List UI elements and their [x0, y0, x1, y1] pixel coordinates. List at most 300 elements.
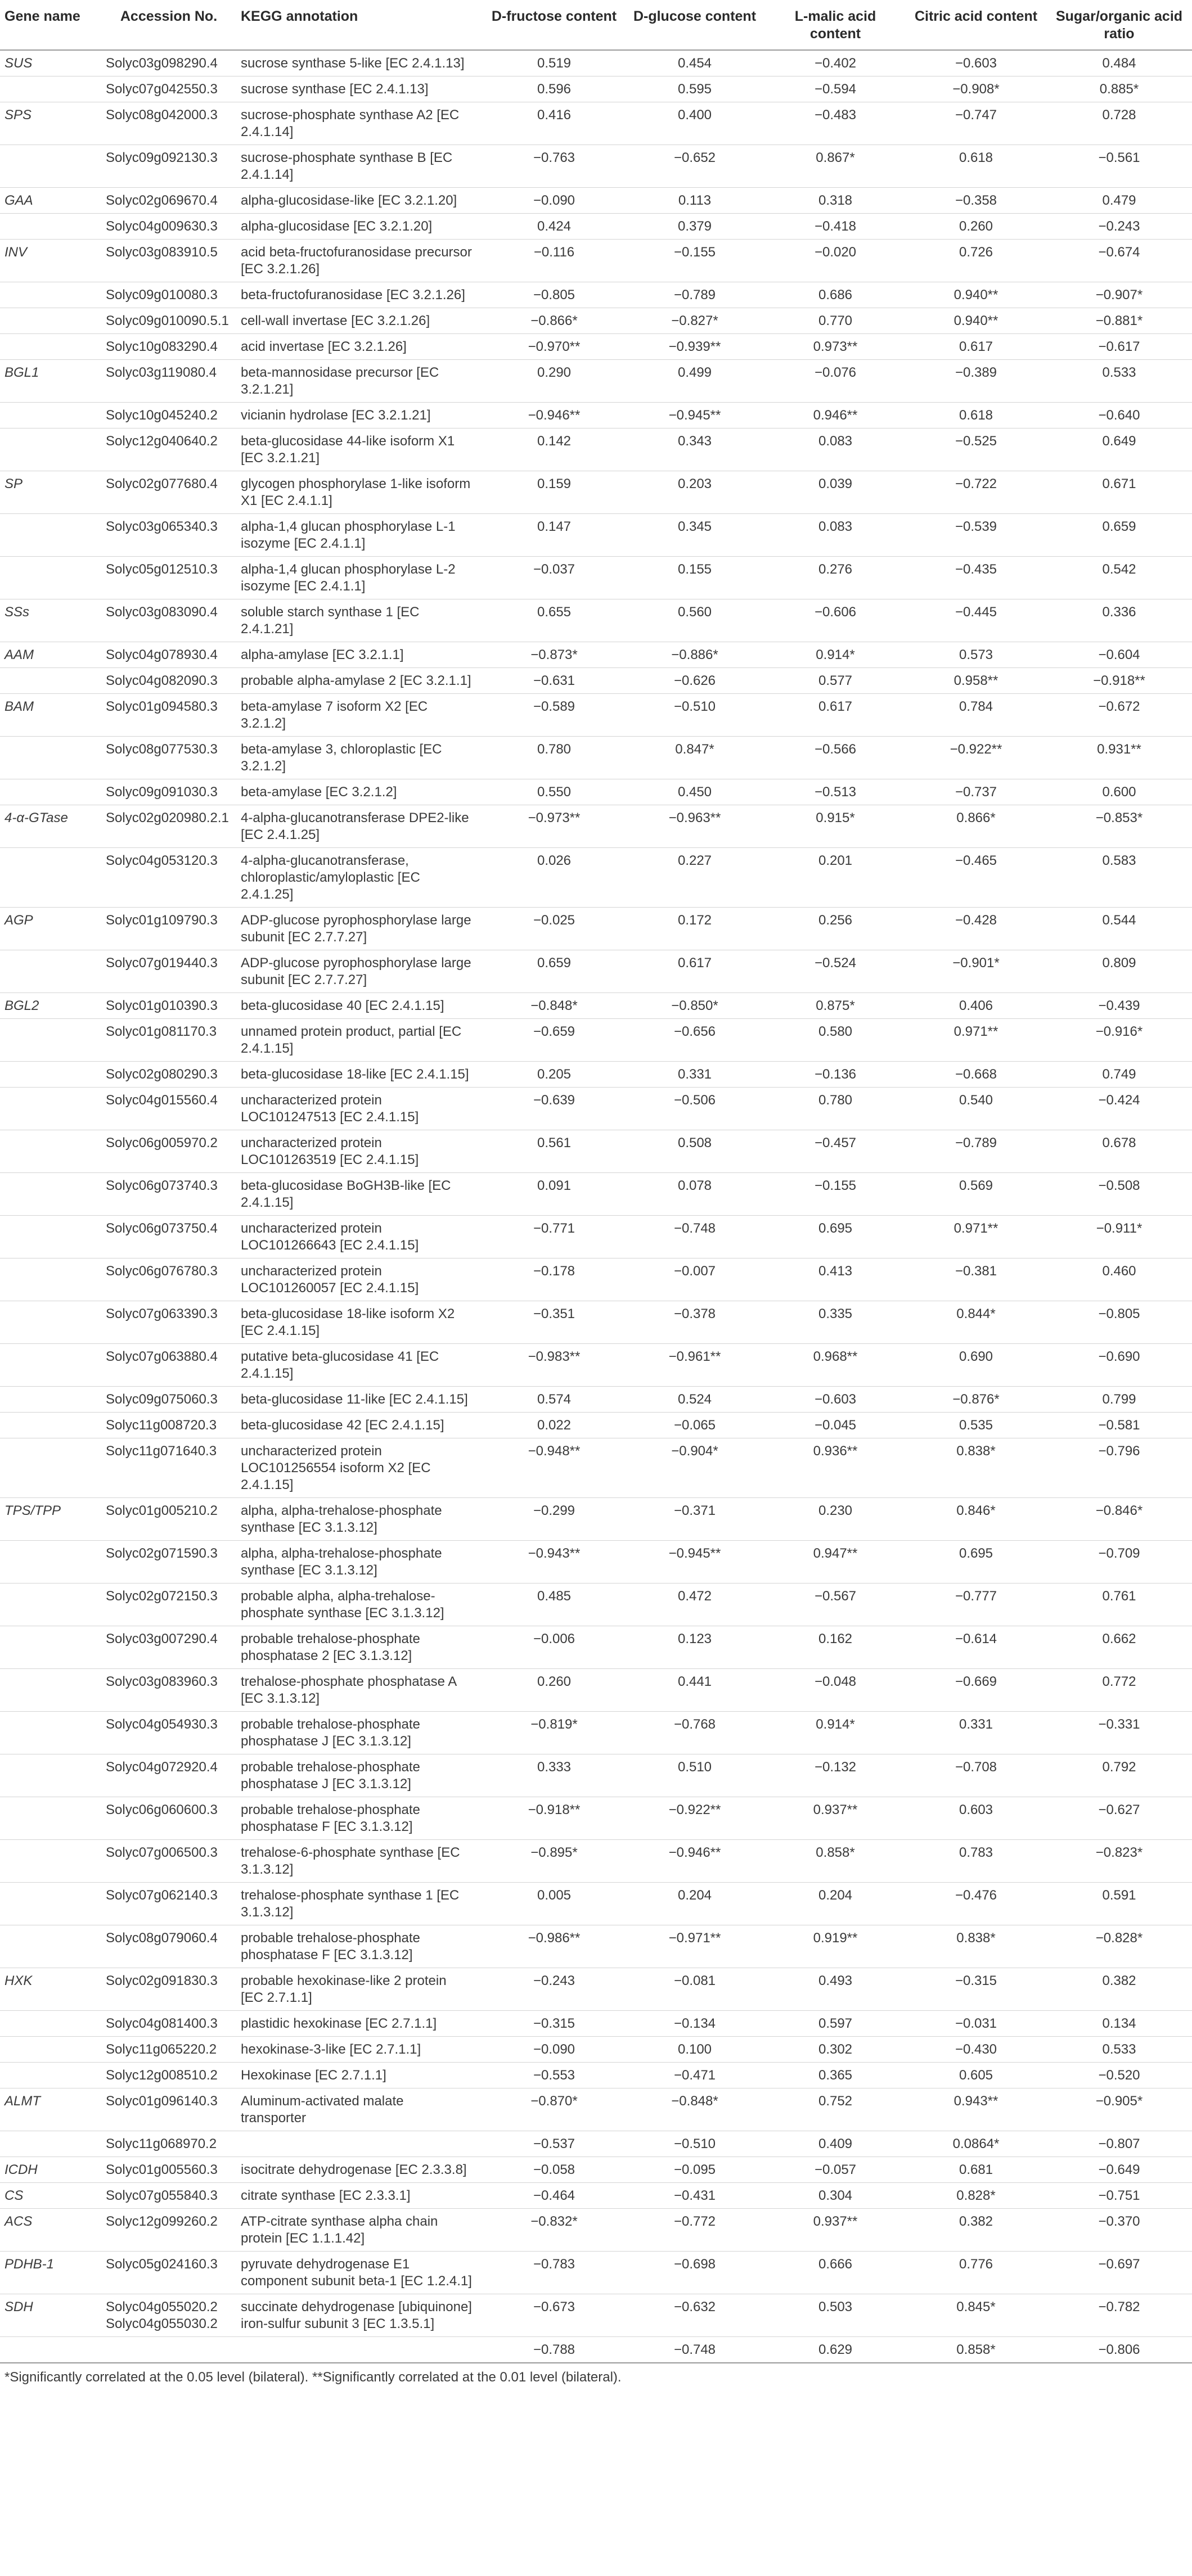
malic-acid-cell: −0.606	[765, 599, 906, 642]
citric-acid-cell: 0.971**	[906, 1019, 1046, 1062]
citric-acid-cell: −0.358	[906, 188, 1046, 214]
table-body	[0, 50, 1192, 2363]
kegg-annotation-cell: acid beta-fructofuranosidase precursor [EC 3.2.1.26]	[236, 240, 484, 282]
gene-name-cell: SP	[0, 471, 101, 514]
accession-cell: Solyc01g081170.3	[101, 1019, 236, 1062]
gene-name-cell	[0, 1216, 101, 1258]
malic-acid-cell: 0.914*	[765, 1712, 906, 1754]
table-row	[0, 557, 1192, 599]
glucose-cell: −0.510	[624, 694, 765, 737]
gene-name-cell	[0, 1584, 101, 1626]
citric-acid-cell: −0.525	[906, 428, 1046, 471]
table-row	[0, 76, 1192, 102]
table-row	[0, 1413, 1192, 1438]
glucose-cell: −0.768	[624, 1712, 765, 1754]
table-row	[0, 2063, 1192, 2088]
ratio-cell: −0.697	[1046, 2252, 1192, 2294]
kegg-annotation-cell: beta-glucosidase 18-like [EC 2.4.1.15]	[236, 1062, 484, 1088]
glucose-cell: 0.508	[624, 1130, 765, 1173]
gene-name-cell	[0, 1130, 101, 1173]
table-row	[0, 334, 1192, 360]
citric-acid-cell: 0.406	[906, 993, 1046, 1019]
citric-acid-cell: −0.465	[906, 848, 1046, 908]
table-row	[0, 2252, 1192, 2294]
gene-name-cell: AAM	[0, 642, 101, 668]
kegg-annotation-cell: ADP-glucose pyrophosphorylase large subunit [EC 2.7.7.27]	[236, 908, 484, 950]
header-malic: L-malic acid content	[765, 3, 906, 50]
accession-cell: Solyc09g091030.3	[101, 779, 236, 805]
table-row	[0, 1712, 1192, 1754]
fructose-cell: −0.895*	[484, 1840, 624, 1883]
malic-acid-cell: 0.256	[765, 908, 906, 950]
malic-acid-cell: 0.304	[765, 2183, 906, 2209]
gene-name-cell: BGL2	[0, 993, 101, 1019]
kegg-annotation-cell: beta-amylase 3, chloroplastic [EC 3.2.1.2]	[236, 737, 484, 779]
ratio-cell: 0.662	[1046, 1626, 1192, 1669]
gene-name-cell: BGL1	[0, 360, 101, 403]
fructose-cell: 0.574	[484, 1387, 624, 1413]
ratio-cell: 0.591	[1046, 1883, 1192, 1925]
accession-cell: Solyc01g096140.3	[101, 2088, 236, 2131]
glucose-cell: 0.472	[624, 1584, 765, 1626]
header-row	[0, 3, 1192, 50]
fructose-cell: 0.205	[484, 1062, 624, 1088]
fructose-cell: −0.763	[484, 145, 624, 188]
ratio-cell: −0.690	[1046, 1344, 1192, 1387]
malic-acid-cell: 0.947**	[765, 1541, 906, 1584]
malic-acid-cell: 0.365	[765, 2063, 906, 2088]
gene-name-cell	[0, 428, 101, 471]
fructose-cell: −0.973**	[484, 805, 624, 848]
table-row	[0, 1626, 1192, 1669]
kegg-annotation-cell: ADP-glucose pyrophosphorylase large subunit [EC 2.7.7.27]	[236, 950, 484, 993]
malic-acid-cell: 0.752	[765, 2088, 906, 2131]
ratio-cell: 0.544	[1046, 908, 1192, 950]
table-row	[0, 668, 1192, 694]
malic-acid-cell: 0.162	[765, 1626, 906, 1669]
header-glucose: D-glucose content	[624, 3, 765, 50]
accession-cell: Solyc04g009630.3	[101, 214, 236, 240]
accession-cell: Solyc02g080290.3	[101, 1062, 236, 1088]
table-row	[0, 2337, 1192, 2363]
malic-acid-cell: 0.867*	[765, 145, 906, 188]
citric-acid-cell: −0.922**	[906, 737, 1046, 779]
accession-cell: Solyc07g055840.3	[101, 2183, 236, 2209]
gene-name-cell	[0, 2337, 101, 2363]
accession-cell: Solyc01g005560.3	[101, 2157, 236, 2183]
citric-acid-cell: 0.605	[906, 2063, 1046, 2088]
glucose-cell: −0.698	[624, 2252, 765, 2294]
malic-acid-cell: −0.155	[765, 1173, 906, 1216]
gene-name-cell	[0, 1344, 101, 1387]
kegg-annotation-cell: probable trehalose-phosphate phosphatase F [EC 3.1.3.12]	[236, 1797, 484, 1840]
kegg-annotation-cell: hexokinase-3-like [EC 2.7.1.1]	[236, 2037, 484, 2063]
gene-name-cell: SDH	[0, 2294, 101, 2337]
glucose-cell: 0.379	[624, 214, 765, 240]
glucose-cell: 0.400	[624, 102, 765, 145]
kegg-annotation-cell: citrate synthase [EC 2.3.3.1]	[236, 2183, 484, 2209]
kegg-annotation-cell	[236, 2131, 484, 2157]
gene-name-cell	[0, 308, 101, 334]
glucose-cell: −0.748	[624, 1216, 765, 1258]
citric-acid-cell: −0.614	[906, 1626, 1046, 1669]
citric-acid-cell: 0.971**	[906, 1216, 1046, 1258]
fructose-cell: 0.519	[484, 50, 624, 76]
table-row	[0, 188, 1192, 214]
accession-cell: Solyc03g119080.4	[101, 360, 236, 403]
malic-acid-cell: −0.048	[765, 1669, 906, 1712]
glucose-cell: 0.560	[624, 599, 765, 642]
glucose-cell: −0.945**	[624, 403, 765, 428]
fructose-cell: −0.639	[484, 1088, 624, 1130]
accession-cell: Solyc02g071590.3	[101, 1541, 236, 1584]
malic-acid-cell: −0.402	[765, 50, 906, 76]
ratio-cell: −0.916*	[1046, 1019, 1192, 1062]
gene-name-cell: SPS	[0, 102, 101, 145]
gene-name-cell	[0, 76, 101, 102]
glucose-cell: 0.595	[624, 76, 765, 102]
glucose-cell: 0.510	[624, 1754, 765, 1797]
malic-acid-cell: −0.457	[765, 1130, 906, 1173]
citric-acid-cell: −0.031	[906, 2011, 1046, 2037]
table-row	[0, 1387, 1192, 1413]
table-row	[0, 1925, 1192, 1968]
fructose-cell: 0.780	[484, 737, 624, 779]
fructose-cell: 0.655	[484, 599, 624, 642]
accession-cell: Solyc03g007290.4	[101, 1626, 236, 1669]
table-row	[0, 1438, 1192, 1498]
citric-acid-cell: 0.260	[906, 214, 1046, 240]
citric-acid-cell: 0.943**	[906, 2088, 1046, 2131]
malic-acid-cell: 0.493	[765, 1968, 906, 2011]
glucose-cell: −0.904*	[624, 1438, 765, 1498]
malic-acid-cell: 0.968**	[765, 1344, 906, 1387]
kegg-annotation-cell: probable alpha-amylase 2 [EC 3.2.1.1]	[236, 668, 484, 694]
citric-acid-cell: −0.428	[906, 908, 1046, 950]
citric-acid-cell: −0.789	[906, 1130, 1046, 1173]
accession-cell: Solyc09g010080.3	[101, 282, 236, 308]
ratio-cell: −0.796	[1046, 1438, 1192, 1498]
ratio-cell: −0.672	[1046, 694, 1192, 737]
citric-acid-cell: 0.838*	[906, 1925, 1046, 1968]
fructose-cell: −0.537	[484, 2131, 624, 2157]
ratio-cell: 0.600	[1046, 779, 1192, 805]
kegg-annotation-cell: uncharacterized protein LOC101247513 [EC 2.4.1.15]	[236, 1088, 484, 1130]
gene-name-cell	[0, 1413, 101, 1438]
table-row	[0, 2157, 1192, 2183]
glucose-cell: −0.065	[624, 1413, 765, 1438]
ratio-cell: 0.761	[1046, 1584, 1192, 1626]
accession-cell: Solyc11g071640.3	[101, 1438, 236, 1498]
table-row	[0, 1541, 1192, 1584]
table-row	[0, 848, 1192, 908]
malic-acid-cell: −0.594	[765, 76, 906, 102]
citric-acid-cell: −0.908*	[906, 76, 1046, 102]
accession-cell: Solyc01g094580.3	[101, 694, 236, 737]
accession-cell: Solyc04g072920.4	[101, 1754, 236, 1797]
fructose-cell: 0.424	[484, 214, 624, 240]
malic-acid-cell: 0.875*	[765, 993, 906, 1019]
ratio-cell: 0.678	[1046, 1130, 1192, 1173]
ratio-cell: −0.520	[1046, 2063, 1192, 2088]
gene-name-cell	[0, 2037, 101, 2063]
kegg-annotation-cell: beta-mannosidase precursor [EC 3.2.1.21]	[236, 360, 484, 403]
table-row	[0, 403, 1192, 428]
kegg-annotation-cell: probable alpha, alpha-trehalose-phosphate synthase [EC 3.1.3.12]	[236, 1584, 484, 1626]
table-row	[0, 308, 1192, 334]
citric-acid-cell: −0.539	[906, 514, 1046, 557]
ratio-cell: −0.881*	[1046, 308, 1192, 334]
table-row	[0, 599, 1192, 642]
kegg-annotation-cell: alpha, alpha-trehalose-phosphate synthase [EC 3.1.3.12]	[236, 1541, 484, 1584]
table-row	[0, 102, 1192, 145]
gene-name-cell	[0, 1438, 101, 1498]
malic-acid-cell: −0.020	[765, 240, 906, 282]
fructose-cell: −0.805	[484, 282, 624, 308]
table-row	[0, 1258, 1192, 1301]
malic-acid-cell: 0.780	[765, 1088, 906, 1130]
kegg-annotation-cell: alpha-1,4 glucan phosphorylase L-1 isozyme [EC 2.4.1.1]	[236, 514, 484, 557]
malic-acid-cell: −0.132	[765, 1754, 906, 1797]
citric-acid-cell: −0.747	[906, 102, 1046, 145]
table-row	[0, 145, 1192, 188]
gene-name-cell: HXK	[0, 1968, 101, 2011]
accession-cell: Solyc12g099260.2	[101, 2209, 236, 2252]
table-row	[0, 2131, 1192, 2157]
kegg-annotation-cell: beta-glucosidase 42 [EC 2.4.1.15]	[236, 1413, 484, 1438]
kegg-annotation-cell: succinate dehydrogenase [ubiquinone] iron-sulfur subunit 3 [EC 1.3.5.1]	[236, 2294, 484, 2337]
ratio-cell: −0.581	[1046, 1413, 1192, 1438]
glucose-cell: −0.971**	[624, 1925, 765, 1968]
table-row	[0, 2183, 1192, 2209]
kegg-annotation-cell: Aluminum-activated malate transporter	[236, 2088, 484, 2131]
gene-name-cell	[0, 403, 101, 428]
accession-cell: Solyc02g091830.3	[101, 1968, 236, 2011]
table-row	[0, 950, 1192, 993]
glucose-cell: −0.081	[624, 1968, 765, 2011]
glucose-cell: −0.007	[624, 1258, 765, 1301]
kegg-annotation-cell: ATP-citrate synthase alpha chain protein [EC 1.1.1.42]	[236, 2209, 484, 2252]
gene-name-cell: AGP	[0, 908, 101, 950]
gene-name-cell: ICDH	[0, 2157, 101, 2183]
gene-name-cell	[0, 1797, 101, 1840]
table-row	[0, 282, 1192, 308]
glucose-cell: 0.100	[624, 2037, 765, 2063]
fructose-cell: 0.485	[484, 1584, 624, 1626]
glucose-cell: −0.827*	[624, 308, 765, 334]
ratio-cell: −0.751	[1046, 2183, 1192, 2209]
citric-acid-cell: 0.569	[906, 1173, 1046, 1216]
fructose-cell: −0.299	[484, 1498, 624, 1541]
malic-acid-cell: 0.318	[765, 188, 906, 214]
ratio-cell: −0.823*	[1046, 1840, 1192, 1883]
glucose-cell: −0.652	[624, 145, 765, 188]
ratio-cell: −0.640	[1046, 403, 1192, 428]
accession-cell: Solyc09g075060.3	[101, 1387, 236, 1413]
ratio-cell: 0.649	[1046, 428, 1192, 471]
kegg-annotation-cell: beta-glucosidase 44-like isoform X1 [EC 3.2.1.21]	[236, 428, 484, 471]
table-row	[0, 2294, 1192, 2337]
kegg-annotation-cell: Hexokinase [EC 2.7.1.1]	[236, 2063, 484, 2088]
table-row	[0, 805, 1192, 848]
accession-cell: Solyc03g083910.5	[101, 240, 236, 282]
citric-acid-cell: −0.389	[906, 360, 1046, 403]
fructose-cell: −0.037	[484, 557, 624, 599]
glucose-cell: −0.748	[624, 2337, 765, 2363]
gene-name-cell	[0, 1754, 101, 1797]
glucose-cell: −0.431	[624, 2183, 765, 2209]
fructose-cell: 0.333	[484, 1754, 624, 1797]
kegg-annotation-cell: sucrose synthase [EC 2.4.1.13]	[236, 76, 484, 102]
fructose-cell: 0.022	[484, 1413, 624, 1438]
citric-acid-cell: −0.722	[906, 471, 1046, 514]
fructose-cell: −0.315	[484, 2011, 624, 2037]
kegg-annotation-cell: beta-fructofuranosidase [EC 3.2.1.26]	[236, 282, 484, 308]
fructose-cell: −0.090	[484, 188, 624, 214]
malic-acid-cell: 0.577	[765, 668, 906, 694]
malic-acid-cell: 0.858*	[765, 1840, 906, 1883]
fructose-cell: −0.025	[484, 908, 624, 950]
citric-acid-cell: −0.708	[906, 1754, 1046, 1797]
malic-acid-cell: 0.915*	[765, 805, 906, 848]
kegg-annotation-cell: beta-glucosidase 40 [EC 2.4.1.15]	[236, 993, 484, 1019]
kegg-annotation-cell: 4-alpha-glucanotransferase, chloroplastic/amyloplastic [EC 2.4.1.25]	[236, 848, 484, 908]
citric-acid-cell: 0.0864*	[906, 2131, 1046, 2157]
malic-acid-cell: −0.513	[765, 779, 906, 805]
citric-acid-cell: −0.381	[906, 1258, 1046, 1301]
table-row	[0, 694, 1192, 737]
citric-acid-cell: 0.331	[906, 1712, 1046, 1754]
citric-acid-cell: 0.828*	[906, 2183, 1046, 2209]
citric-acid-cell: 0.958**	[906, 668, 1046, 694]
citric-acid-cell: 0.726	[906, 240, 1046, 282]
fructose-cell: −0.589	[484, 694, 624, 737]
malic-acid-cell: 0.230	[765, 1498, 906, 1541]
ratio-cell: −0.853*	[1046, 805, 1192, 848]
glucose-cell: 0.078	[624, 1173, 765, 1216]
ratio-cell: −0.807	[1046, 2131, 1192, 2157]
accession-cell: Solyc01g010390.3	[101, 993, 236, 1019]
citric-acid-cell: −0.435	[906, 557, 1046, 599]
gene-name-cell	[0, 1840, 101, 1883]
kegg-annotation-cell: probable trehalose-phosphate phosphatase J [EC 3.1.3.12]	[236, 1712, 484, 1754]
ratio-cell: 0.792	[1046, 1754, 1192, 1797]
ratio-cell: 0.659	[1046, 514, 1192, 557]
citric-acid-cell: 0.690	[906, 1344, 1046, 1387]
gene-name-cell	[0, 557, 101, 599]
table-row	[0, 1216, 1192, 1258]
accession-cell: Solyc06g076780.3	[101, 1258, 236, 1301]
kegg-annotation-cell: soluble starch synthase 1 [EC 2.4.1.21]	[236, 599, 484, 642]
fructose-cell: 0.147	[484, 514, 624, 557]
citric-acid-cell: 0.603	[906, 1797, 1046, 1840]
ratio-cell: 0.931**	[1046, 737, 1192, 779]
fructose-cell: 0.091	[484, 1173, 624, 1216]
citric-acid-cell: 0.573	[906, 642, 1046, 668]
ratio-cell: 0.671	[1046, 471, 1192, 514]
ratio-cell: −0.617	[1046, 334, 1192, 360]
kegg-annotation-cell: pyruvate dehydrogenase E1 component subunit beta-1 [EC 1.2.4.1]	[236, 2252, 484, 2294]
malic-acid-cell: 0.503	[765, 2294, 906, 2337]
kegg-annotation-cell: trehalose-phosphate synthase 1 [EC 3.1.3.12]	[236, 1883, 484, 1925]
kegg-annotation-cell: unnamed protein product, partial [EC 2.4.1.15]	[236, 1019, 484, 1062]
ratio-cell: 0.533	[1046, 360, 1192, 403]
citric-acid-cell: −0.901*	[906, 950, 1046, 993]
ratio-cell: −0.649	[1046, 2157, 1192, 2183]
kegg-annotation-cell: alpha-glucosidase [EC 3.2.1.20]	[236, 214, 484, 240]
gene-name-cell	[0, 1925, 101, 1968]
header-fructose: D-fructose content	[484, 3, 624, 50]
accession-cell: Solyc02g020980.2.1	[101, 805, 236, 848]
malic-acid-cell: 0.597	[765, 2011, 906, 2037]
gene-name-cell	[0, 145, 101, 188]
table-row	[0, 1301, 1192, 1344]
gene-name-cell	[0, 848, 101, 908]
kegg-annotation-cell: beta-glucosidase BoGH3B-like [EC 2.4.1.15]	[236, 1173, 484, 1216]
table-row	[0, 908, 1192, 950]
citric-acid-cell: −0.603	[906, 50, 1046, 76]
fructose-cell: −0.943**	[484, 1541, 624, 1584]
glucose-cell: −0.626	[624, 668, 765, 694]
gene-name-cell: INV	[0, 240, 101, 282]
malic-acid-cell: 0.083	[765, 514, 906, 557]
kegg-annotation-cell: probable trehalose-phosphate phosphatase 2 [EC 3.1.3.12]	[236, 1626, 484, 1669]
gene-name-cell	[0, 779, 101, 805]
kegg-annotation-cell: probable trehalose-phosphate phosphatase J [EC 3.1.3.12]	[236, 1754, 484, 1797]
ratio-cell: −0.905*	[1046, 2088, 1192, 2131]
accession-cell: Solyc10g045240.2	[101, 403, 236, 428]
malic-acid-cell: 0.201	[765, 848, 906, 908]
citric-acid-cell: 0.618	[906, 145, 1046, 188]
gene-name-cell: BAM	[0, 694, 101, 737]
malic-acid-cell: −0.418	[765, 214, 906, 240]
glucose-cell: −0.772	[624, 2209, 765, 2252]
fructose-cell: 0.005	[484, 1883, 624, 1925]
correlation-table	[0, 3, 1192, 2363]
ratio-cell: −0.370	[1046, 2209, 1192, 2252]
malic-acid-cell: 0.276	[765, 557, 906, 599]
table-row	[0, 737, 1192, 779]
fructose-cell: −0.866*	[484, 308, 624, 334]
gene-name-cell: ALMT	[0, 2088, 101, 2131]
ratio-cell: −0.674	[1046, 240, 1192, 282]
glucose-cell: −0.656	[624, 1019, 765, 1062]
accession-cell: Solyc02g072150.3	[101, 1584, 236, 1626]
malic-acid-cell: 0.914*	[765, 642, 906, 668]
fructose-cell: 0.561	[484, 1130, 624, 1173]
accession-cell: Solyc06g073750.4	[101, 1216, 236, 1258]
ratio-cell: −0.828*	[1046, 1925, 1192, 1968]
accession-cell: Solyc04g053120.3	[101, 848, 236, 908]
accession-cell: Solyc07g063880.4	[101, 1344, 236, 1387]
table-row	[0, 1498, 1192, 1541]
gene-name-cell: TPS/TPP	[0, 1498, 101, 1541]
ratio-cell: 0.484	[1046, 50, 1192, 76]
fructose-cell: −0.058	[484, 2157, 624, 2183]
glucose-cell: −0.510	[624, 2131, 765, 2157]
glucose-cell: 0.331	[624, 1062, 765, 1088]
table-row	[0, 1754, 1192, 1797]
gene-name-cell: SUS	[0, 50, 101, 76]
ratio-cell: 0.885*	[1046, 76, 1192, 102]
gene-name-cell	[0, 1387, 101, 1413]
gene-name-cell	[0, 2131, 101, 2157]
malic-acid-cell: 0.695	[765, 1216, 906, 1258]
gene-name-cell	[0, 1258, 101, 1301]
glucose-cell: 0.155	[624, 557, 765, 599]
malic-acid-cell: −0.045	[765, 1413, 906, 1438]
accession-cell: Solyc11g065220.2	[101, 2037, 236, 2063]
